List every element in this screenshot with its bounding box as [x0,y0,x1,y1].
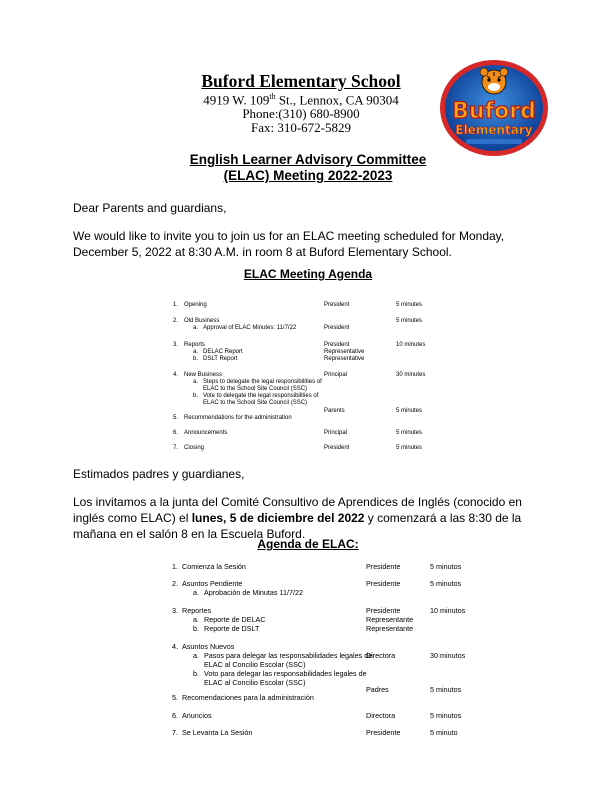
english-invitation: We would like to invite you to join us for an ELAC meeting scheduled for Monday, December 5, 2022 at 8:30 A.M. in room 8 at Buford Elementary School. [73,229,505,259]
spanish-invitation-date: lunes, 5 de diciembre del 2022 [191,511,365,525]
agenda-item-time: 5 minuto [430,728,458,737]
agenda-item-text: Opening [184,302,207,308]
document-title-line2: (ELAC) Meeting 2022-2023 [223,168,393,183]
agenda-item-time: 10 minutes [396,342,426,348]
agenda-item-time: 5 minutes [396,408,423,414]
agenda-item-text: Closing [184,445,205,451]
agenda-item-number: 1. [172,562,178,571]
agenda-subitem-letter: b. [193,669,199,678]
agenda-item-number: 5. [172,693,178,702]
agenda-subitem-text: Approval of ELAC Minutes: 11/7/22 [203,325,297,331]
school-name: Buford Elementary School [201,71,401,91]
address-prefix: 4919 W. 109 [203,92,270,108]
spanish-invitation-start: Los invitamos a la junta del Comité Consultivo de Aprendices de Inglés (conocido en inglés como ELAC) el [73,495,522,525]
agenda-subitem-letter: b. [193,356,199,362]
agenda-item-time: 5 minutes [396,302,423,308]
agenda-item-role: Representative [324,356,365,362]
agenda-item-time: 5 minutes [396,318,423,324]
agenda-subitem-text: ELAC to the School Site Council (SSC) [203,386,308,392]
english-greeting: Dear Parents and guardians, [73,201,227,215]
agenda-item-time: 10 minutos [430,606,466,615]
document-title-line1: English Learner Advisory Committee [189,152,427,167]
agenda-subitem-text: Voto para delegar las responsabilidades legales de [204,669,367,678]
agenda-subitem-text: Vote to delegate the legal responsibilities of [203,393,319,399]
agenda-item-role: Parents [324,408,345,414]
agenda-subitem-text: Steps to delegate the legal responsibilities of [203,379,322,385]
agenda-item-number: 7. [172,728,178,737]
agenda-item-role: Principal [324,430,348,436]
agenda-item-role: Directora [366,651,396,660]
agenda-item-text: Anuncios [182,711,212,720]
agenda-item-text: Reports [184,342,206,348]
agenda-item-role: President [324,302,350,308]
agenda-item-role: Representante [366,624,414,633]
agenda-item-number: 6. [173,430,179,436]
agenda-item-role: Principal [324,372,348,378]
agenda-item-role: Representative [324,349,365,355]
agenda-item-number: 3. [172,606,178,615]
school-fax: Fax: 310-672-5829 [250,120,352,135]
agenda-item-number: 6. [172,711,178,720]
spanish-greeting: Estimados padres y guardianes, [73,467,245,481]
agenda-item-text: Recomendaciones para la administración [182,693,314,702]
agenda-subitem-text: ELAC to the School Site Council (SSC) [203,400,308,406]
agenda-item-number: 4. [173,372,179,378]
agenda-subitem-letter: b. [193,393,199,399]
agenda-item-time: 30 minutos [430,651,466,660]
agenda-item-time: 30 minutes [396,372,426,378]
address-superscript: th [269,92,276,101]
agenda-item-text: Old Business [184,318,220,324]
agenda-item-text: Announcements [184,430,228,436]
agenda-item-number: 2. [172,579,178,588]
english-agenda-title: ELAC Meeting Agenda [243,267,373,281]
agenda-subitem-text: Pasos para delegar las responsabilidades legales de [204,651,373,660]
agenda-subitem-text: ELAC al Concilio Escolar (SSC) [204,678,306,687]
agenda-subitem-text: DELAC Report [203,349,243,355]
agenda-item-time: 5 minutos [430,579,462,588]
agenda-subitem-letter: a. [193,379,199,385]
agenda-item-time: 5 minutos [430,711,462,720]
agenda-item-number: 7. [173,445,179,451]
agenda-subitem-text: ELAC al Concilio Escolar (SSC) [204,660,306,669]
agenda-subitem-letter: a. [193,325,199,331]
school-phone: Phone:(310) 680-8900 [242,106,360,121]
agenda-subitem-letter: a. [193,588,199,597]
agenda-item-text: Reportes [182,606,212,615]
agenda-item-number: 1. [173,302,179,308]
agenda-subitem-letter: a. [193,651,199,660]
agenda-item-role: Presidente [366,579,401,588]
agenda-item-role: Presidente [366,728,401,737]
agenda-item-role: President [324,325,350,331]
agenda-item-text: Recommendations for the administration [184,415,292,421]
agenda-item-number: 4. [172,642,178,651]
agenda-item-role: Presidente [366,562,401,571]
agenda-item-number: 5. [173,415,179,421]
agenda-item-number: 3. [173,342,179,348]
agenda-subitem-letter: a. [193,615,199,624]
agenda-item-text: Comienza la Sesión [182,562,246,571]
agenda-item-text: New Business [184,372,223,378]
address-suffix: St., Lennox, CA 90304 [275,92,399,108]
agenda-item-text: Asuntos Pendiente [182,579,243,588]
agenda-subitem-text: DSLT Report [203,356,238,362]
spanish-invitation [73,494,548,542]
agenda-item-time: 5 minutes [396,430,423,436]
agenda-item-time: 5 minutos [430,685,462,694]
logo-word-elementary: Elementary [455,123,533,137]
agenda-subitem-letter: a. [193,349,199,355]
agenda-item-role: Padres [366,685,389,694]
agenda-item-role: President [324,445,350,451]
agenda-item-role: Presidente [366,606,401,615]
agenda-subitem-text: Reporte de DSLT [204,624,260,633]
agenda-item-role: Representante [366,615,414,624]
agenda-item-role: President [324,342,350,348]
spanish-agenda-title: Agenda de ELAC: [257,537,359,551]
agenda-subitem-text: Reporte de DELAC [204,615,266,624]
agenda-subitem-text: Aprobación de Minutas 11/7/22 [204,588,303,597]
logo-word-buford: Buford [452,99,536,124]
agenda-item-text: Asuntos Nuevos [182,642,235,651]
agenda-subitem-letter: b. [193,624,199,633]
agenda-item-time: 5 minutos [430,562,462,571]
agenda-item-number: 2. [173,318,179,324]
school-logo [438,58,550,158]
spanish-invitation-end: y comenzará a las 8:30 de la mañana en el salón 8 en la Escuela Buford. [73,511,522,541]
agenda-item-role: Directora [366,711,396,720]
agenda-item-time: 5 minutes [396,445,423,451]
agenda-item-text: Se Levanta La Sesión [182,728,253,737]
